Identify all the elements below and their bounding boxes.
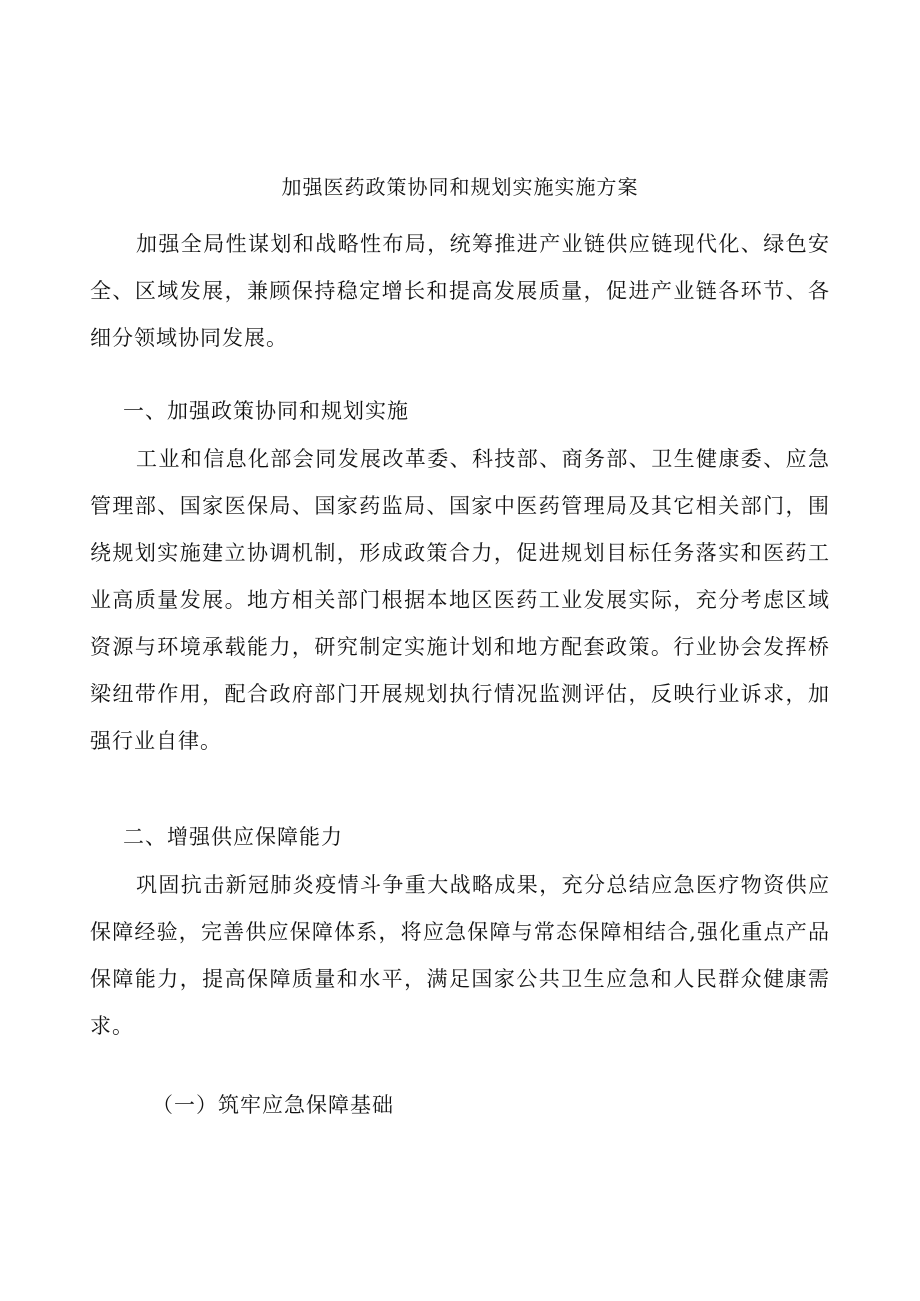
subsection-1-heading: （一）筑牢应急保障基础 (152, 1093, 394, 1117)
section-2-paragraph: 巩固抗击新冠肺炎疫情斗争重大战略成果，充分总结应急医疗物资供应保障经验，完善供应保障体系，将应急保障与常态保障相结合,强化重点产品保障能力，提高保障质量和水平，满足国家公共卫生应急和人民群众健康需求。 (90, 873, 830, 1038)
section-1-heading: 一、加强政策协同和规划实施 (123, 399, 409, 423)
section-2-heading: 二、增强供应保障能力 (123, 825, 343, 849)
section-1-paragraph: 工业和信息化部会同发展改革委、科技部、商务部、卫生健康委、应急管理部、国家医保局、国家药监局、国家中医药管理局及其它相关部门，围绕规划实施建立协调机制，形成政策合力，促进规划目标任务落实和医药工业高质量发展。地方相关部门根据本地区医药工业发展实际，充分考虑区域资源与环境承载能力，研究制定实施计划和地方配套政策。行业协会发挥桥梁纽带作用，配合政府部门开展规划执行情况监测评估，反映行业诉求，加强行业自律。 (90, 447, 830, 753)
intro-paragraph: 加强全局性谋划和战略性布局，统筹推进产业链供应链现代化、绿色安全、区域发展，兼顾保持稳定增长和提高发展质量，促进产业链各环节、各细分领域协同发展。 (90, 232, 830, 350)
document-title: 加强医药政策协同和规划实施实施方案 (281, 175, 639, 199)
